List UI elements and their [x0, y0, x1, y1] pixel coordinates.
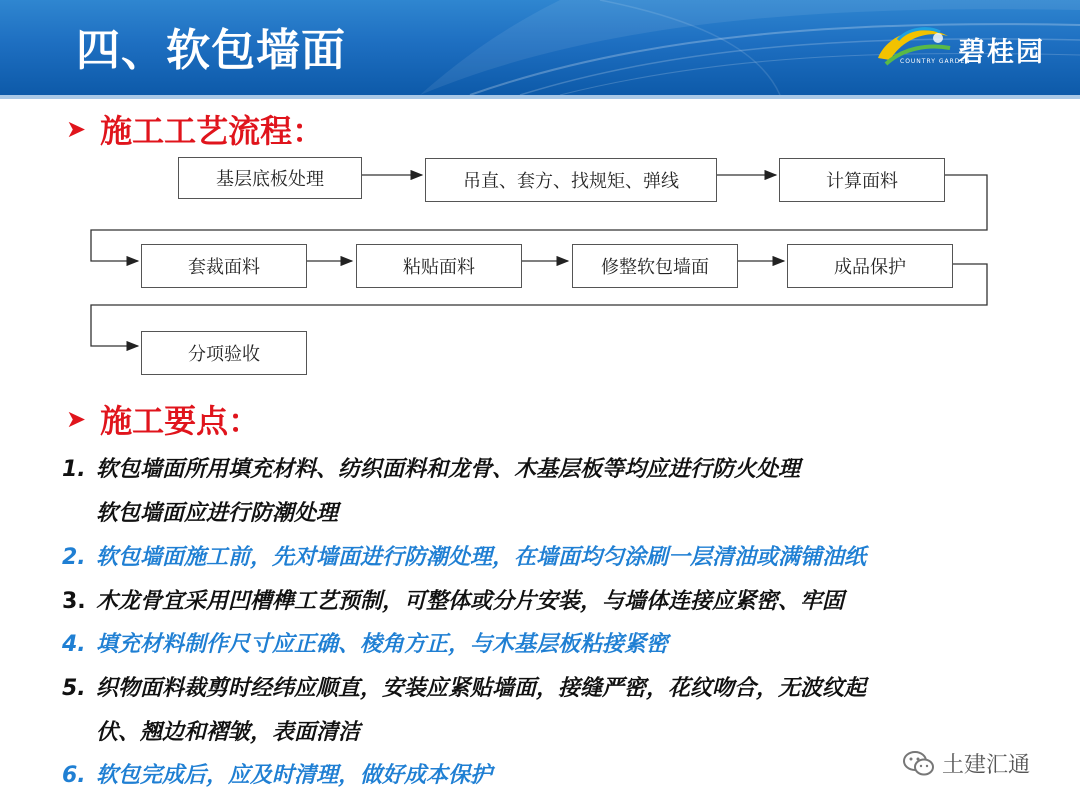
- logo-subtitle: COUNTRY GARDEN: [900, 58, 971, 65]
- flow-step-box: [141, 331, 307, 375]
- keypoint-item: [62, 452, 800, 483]
- keypoint-item: [62, 671, 866, 702]
- keypoint-item: [62, 627, 668, 658]
- flow-step-label: 成品保护: [834, 257, 906, 278]
- process-title: 施工工艺流程：: [100, 112, 325, 150]
- logo-name: 碧桂园: [958, 37, 1045, 68]
- flow-step-label: 套裁面料: [188, 257, 260, 278]
- flow-step-box: [356, 244, 522, 288]
- keypoint-number: 4.: [62, 632, 86, 657]
- flow-step-label: 计算面料: [826, 171, 898, 192]
- keypoint-number: 6.: [62, 763, 86, 788]
- keypoint-item-continued: [62, 496, 338, 527]
- flow-step-label: 基层底板处理: [216, 169, 324, 190]
- arrow-bullet-icon: ➤: [66, 405, 87, 433]
- arrow-bullet-icon: ➤: [66, 115, 87, 143]
- flow-step-box: [572, 244, 738, 288]
- page-title: 四、软包墙面: [76, 25, 346, 76]
- keypoint-number: 3.: [62, 589, 86, 614]
- keypoint-number: 5.: [62, 676, 86, 701]
- flow-step-label: 粘贴面料: [403, 257, 475, 278]
- flow-step-label: 分项验收: [188, 344, 260, 365]
- keypoint-number: 1.: [62, 457, 86, 482]
- flow-step-box: [141, 244, 307, 288]
- keypoint-text: 软包墙面应进行防潮处理: [96, 501, 339, 526]
- wechat-watermark: [902, 748, 1030, 779]
- wechat-icon: [902, 750, 936, 778]
- keypoint-text: 木龙骨宜采用凹槽榫工艺预制，可整体或分片安装，与墙体连接应紧密、牢固: [96, 589, 845, 614]
- keypoint-text: 软包墙面施工前，先对墙面进行防潮处理，在墙面均匀涂刷一层清油或满铺油纸: [96, 545, 867, 570]
- keypoint-text: 伏、翘边和褶皱，表面清洁: [96, 720, 361, 745]
- flow-step-box: [779, 158, 945, 202]
- keypoint-text: 填充材料制作尺寸应正确、棱角方正，与木基层板粘接紧密: [96, 632, 669, 657]
- keypoint-item: [62, 540, 866, 571]
- flow-step-box: [787, 244, 953, 288]
- keypoint-item: [62, 584, 844, 615]
- flow-step-label: 修整软包墙面: [601, 257, 709, 278]
- flow-step-box: [425, 158, 717, 202]
- keypoint-number: 2.: [62, 545, 86, 570]
- keypoints-section-heading: [66, 396, 260, 442]
- keypoints-title: 施工要点：: [100, 402, 261, 440]
- watermark-name: 土建汇通: [942, 753, 1031, 778]
- keypoint-item: [62, 758, 492, 789]
- flow-step-label: 吊直、套方、找规矩、弹线: [463, 171, 679, 192]
- keypoint-text: 软包完成后，应及时清理，做好成本保护: [96, 763, 493, 788]
- keypoint-text: 织物面料裁剪时经纬应顺直，安装应紧贴墙面，接缝严密，花纹吻合，无波纹起: [96, 676, 867, 701]
- keypoint-text: 软包墙面所用填充材料、纺织面料和龙骨、木基层板等均应进行防火处理: [96, 457, 801, 482]
- keypoint-item-continued: [62, 715, 360, 746]
- flow-step-box: [178, 157, 362, 199]
